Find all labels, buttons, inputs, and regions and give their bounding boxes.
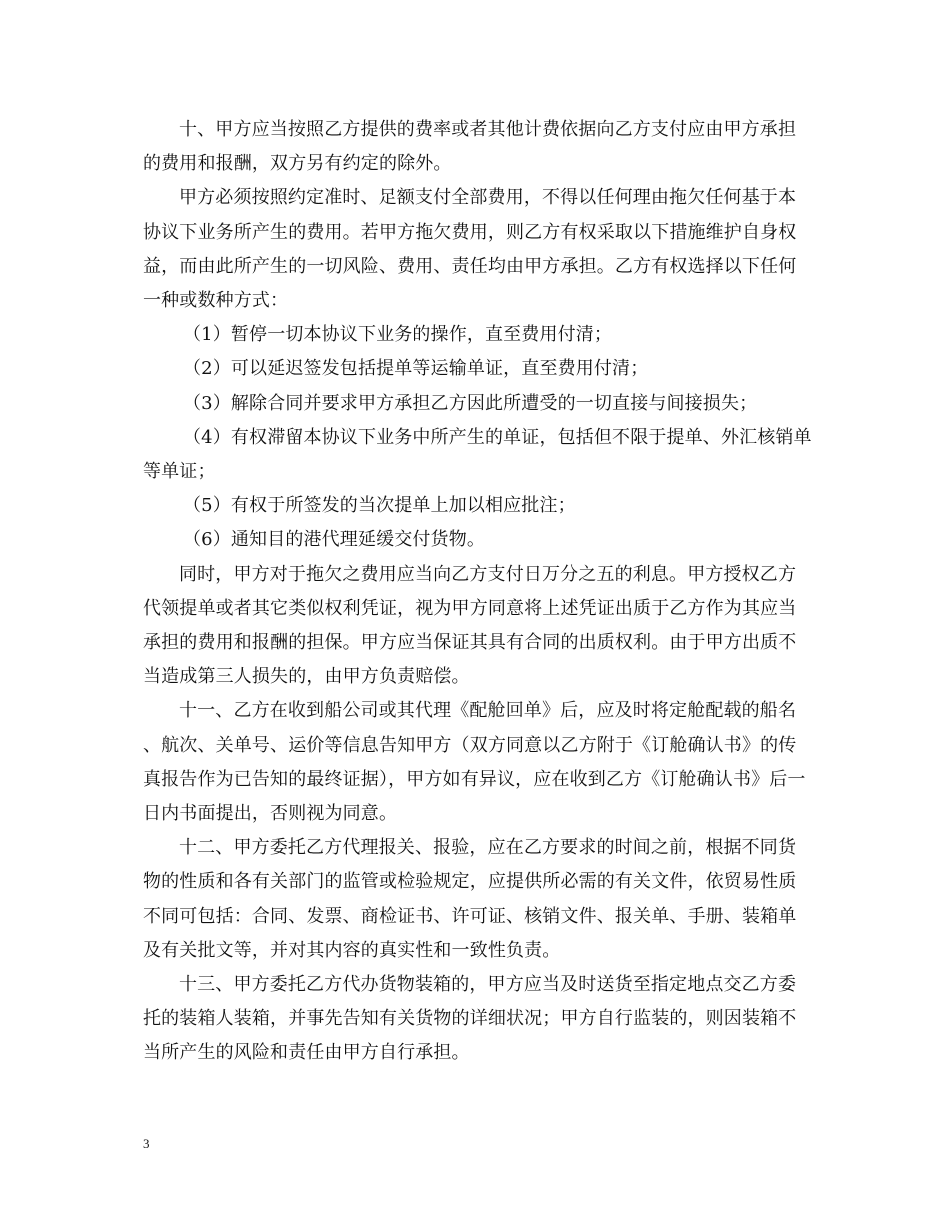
page-number: 3	[143, 1136, 150, 1151]
remedy-list-item-4: （4）有权滞留本协议下业务中所产生的单证，包括但不限于提单、外汇核销单等单证；	[143, 426, 812, 483]
remedy-list-item-3: （3）解除合同并要求甲方承担乙方因此所遭受的一切直接与间接损失；	[183, 392, 758, 414]
clause-11-paragraph: 十一、乙方在收到船公司或其代理《配舱回单》后，应及时将定舱配载的船名、航次、关单号、运价等信息告知甲方（双方同意以乙方附于《订舱确认书》的传真报告作为已告知的最终证据），甲方如有异议，应在收到乙方《订舱确认书》后一日内书面提出，否则视为同意。	[143, 700, 806, 825]
remedy-list-item-2: （2）可以延迟签发包括提单等运输单证，直至费用付清；	[183, 358, 649, 380]
payment-obligation-paragraph: 甲方必须按照约定准时、足额支付全部费用，不得以任何理由拖欠任何基于本协议下业务所产生的费用。若甲方拖欠费用，则乙方有权采取以下措施维护自身权益，而由此所产生的一切风险、费用、责任均由甲方承担。乙方有权选择以下任何一种或数种方式：	[143, 187, 797, 312]
clause-13-paragraph: 十三、甲方委托乙方代办货物装箱的，甲方应当及时送货至指定地点交乙方委托的装箱人装箱，并事先告知有关货物的详细状况；甲方自行监装的，则因装箱不当所产生的风险和责任由甲方自行承担。	[143, 974, 797, 1064]
remedy-list-item-5: （5）有权于所签发的当次提单上加以相应批注；	[183, 495, 576, 517]
remedy-list-item-6: （6）通知目的港代理延缓交付货物。	[183, 529, 486, 551]
clause-12-paragraph: 十二、甲方委托乙方代理报关、报验，应在乙方要求的时间之前，根据不同货物的性质和各有关部门的监管或检验规定，应提供所必需的有关文件，依贸易性质不同可包括：合同、发票、商检证书、许可证、核销文件、报关单、手册、装箱单及有关批文等，并对其内容的真实性和一致性负责。	[143, 837, 797, 961]
document-body	[143, 113, 813, 1071]
interest-pledge-paragraph: 同时，甲方对于拖欠之费用应当向乙方支付日万分之五的利息。甲方授权乙方代领提单或者其它类似权利凭证，视为甲方同意将上述凭证出质于乙方作为其应当承担的费用和报酬的担保。甲方应当保证其具有合同的出质权利。由于甲方出质不当造成第三人损失的，由甲方负责赔偿。	[143, 563, 797, 688]
remedy-list-item-1: （1）暂停一切本协议下业务的操作，直至费用付清；	[183, 324, 613, 346]
clause-10-paragraph: 十、甲方应当按照乙方提供的费率或者其他计费依据向乙方支付应由甲方承担的费用和报酬，双方另有约定的除外。	[143, 119, 797, 175]
